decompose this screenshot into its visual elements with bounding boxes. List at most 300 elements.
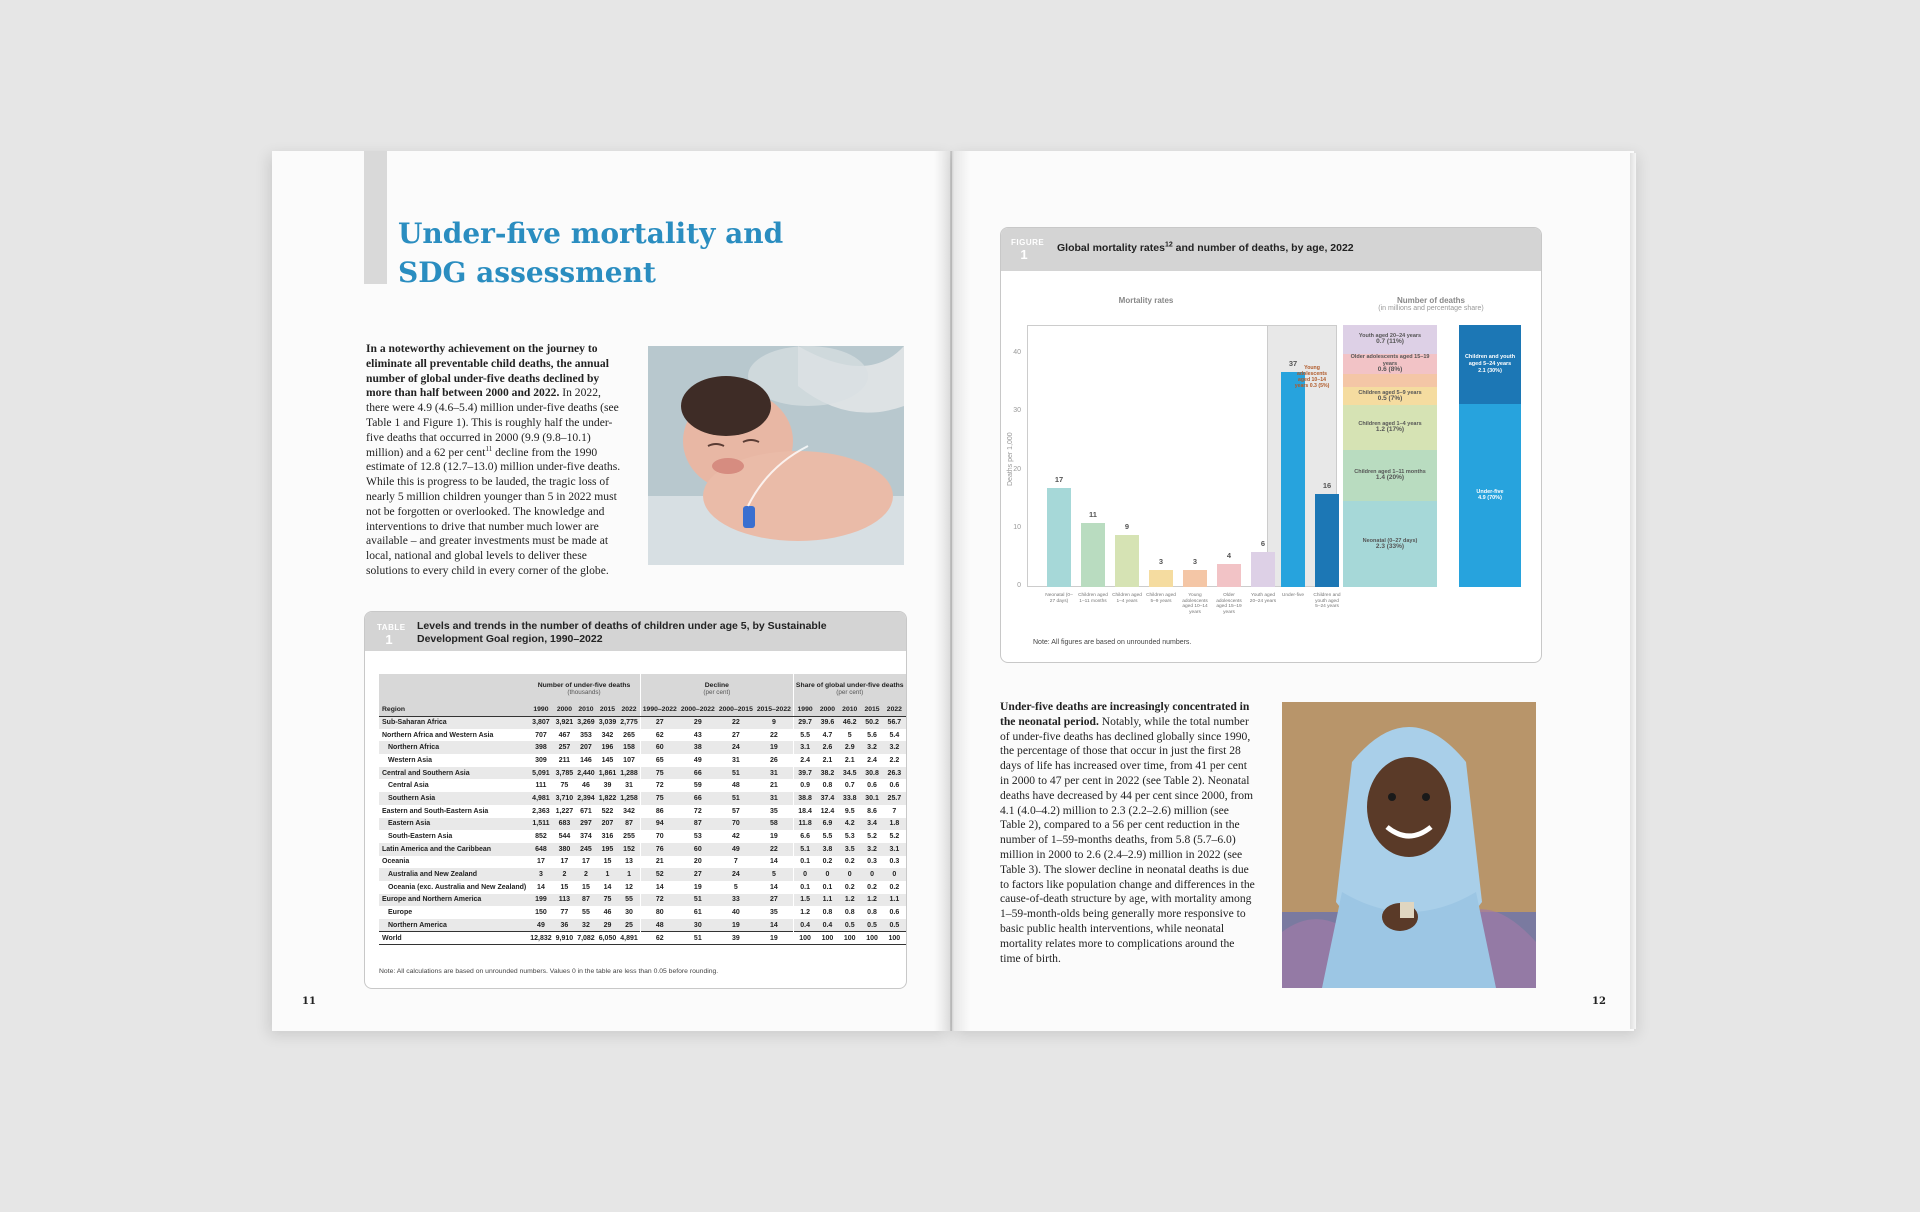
value-cell: 49 [693, 756, 702, 764]
figure-tag-label: FIGURE [1011, 238, 1045, 247]
value-cell: 196 [597, 741, 619, 754]
mortality-bar [1081, 523, 1105, 587]
value-cell: 15 [603, 858, 612, 866]
value-cell: 59 [693, 782, 702, 790]
year-header: 1990 [793, 704, 816, 716]
value-cell: 27 [731, 731, 740, 739]
value-cell: 342 [601, 731, 614, 739]
value-cell: 0.2 [889, 883, 900, 891]
value-cell: 353 [580, 731, 592, 739]
year-header: 2015 [597, 704, 619, 716]
value-cell: 100 [861, 932, 883, 945]
value-cell: 0.5 [883, 919, 905, 932]
bar-value-label: 11 [1089, 509, 1097, 519]
bar-value-label: 3 [1158, 556, 1164, 566]
value-cell: 150 [535, 909, 547, 917]
value-cell: 29 [679, 716, 717, 729]
value-cell: 12.4 [820, 807, 835, 815]
value-cell: 1.1 [816, 894, 838, 907]
value-cell: 2,394 [575, 792, 597, 805]
value-cell: 3.1 [883, 843, 905, 856]
book-gutter [934, 151, 970, 1031]
value-cell: 309 [535, 756, 547, 764]
value-cell: 72 [693, 807, 702, 815]
value-cell: 60 [640, 741, 679, 754]
value-cell: 51 [679, 894, 717, 907]
intro-bold: In a noteworthy achievement on the journey to eliminate all preventable child deaths, the annual number of global under-five deaths declined by more than half between 2000 and 2022. [366, 342, 609, 400]
table-row [379, 843, 906, 856]
body-bold: Under-five deaths are increasingly concentrated in the neonatal period. [1000, 700, 1250, 728]
value-cell: 18.4 [793, 805, 816, 818]
value-cell: 374 [580, 833, 592, 841]
deaths-segment: Children aged 5–9 years 0.5 (7%) [1343, 387, 1437, 405]
value-cell: 52 [640, 868, 679, 881]
value-cell: 14 [640, 881, 679, 894]
value-cell: 1.2 [793, 906, 816, 919]
value-cell: 245 [575, 843, 597, 856]
value-cell: 671 [580, 807, 592, 815]
value-cell: 4,981 [528, 792, 553, 805]
value-cell: 19 [717, 919, 755, 932]
value-cell: 0.5 [861, 919, 883, 932]
value-cell: 2,775 [618, 716, 640, 729]
figure-header-bar [1001, 228, 1541, 271]
value-cell: 26.3 [883, 767, 905, 780]
deaths-segment: Neonatal (0–27 days) 2.3 (33%) [1343, 501, 1437, 587]
bar-value-label: 6 [1260, 539, 1266, 549]
value-cell: 58 [755, 818, 794, 831]
value-cell: 27 [755, 894, 794, 907]
table-tag [377, 623, 406, 647]
bar-category-label: Neonatal (0–27 days) [1045, 593, 1073, 604]
value-cell: 255 [623, 833, 635, 841]
figure-title: Global mortality rates$^{12}$ and number of deaths, by age, 2022 [1057, 241, 1354, 254]
value-cell: 24 [717, 741, 755, 754]
intro-footnote-ref: 11 [485, 444, 493, 453]
value-cell: 24 [717, 868, 755, 881]
value-cell: 265 [623, 731, 635, 739]
table-row [379, 894, 906, 907]
value-cell: 2.4 [867, 756, 877, 764]
table-row [379, 818, 906, 831]
value-cell: 87 [575, 894, 597, 907]
value-cell: 17 [560, 858, 569, 866]
value-cell: 0.6 [867, 782, 877, 790]
value-cell: 14 [769, 858, 778, 866]
value-cell: 3.2 [883, 741, 905, 754]
value-cell: 0 [861, 868, 883, 881]
value-cell: 66 [679, 767, 717, 780]
value-cell: 75 [640, 767, 679, 780]
value-cell: 14 [769, 883, 778, 891]
value-cell: 297 [575, 818, 597, 831]
table-row [379, 754, 906, 767]
value-cell: 0.8 [867, 909, 877, 917]
value-cell: 113 [554, 894, 576, 907]
value-cell: 17 [582, 858, 590, 866]
value-cell: 3.2 [861, 843, 883, 856]
value-cell: 3,039 [597, 716, 619, 729]
year-header: 2022 [883, 704, 905, 716]
value-cell: 14 [603, 883, 612, 891]
number-of-deaths-subtitle: Number of deaths (in millions and percentage share) [1378, 296, 1484, 312]
value-cell: 2,440 [575, 767, 597, 780]
value-cell: 1.8 [883, 818, 905, 831]
region-cell: Northern Africa [379, 741, 528, 754]
value-cell: 683 [554, 818, 576, 831]
value-cell: 55 [582, 909, 590, 917]
value-cell: 31 [755, 792, 794, 805]
value-cell: 19 [769, 833, 778, 841]
value-cell: 87 [618, 818, 640, 831]
value-cell: 75 [597, 894, 619, 907]
bar-category-label: Older adolescents aged 15–19 years [1216, 593, 1242, 615]
value-cell: 2.2 [889, 756, 900, 764]
value-cell: 87 [679, 818, 717, 831]
value-cell: 39 [717, 932, 755, 945]
value-cell: 38 [679, 741, 717, 754]
value-cell: 0.1 [822, 883, 833, 891]
value-cell: 0.8 [822, 782, 833, 790]
value-cell: 100 [793, 932, 816, 945]
value-cell: 158 [618, 741, 640, 754]
value-cell: 49 [528, 919, 553, 932]
table-row [379, 779, 906, 792]
value-cell: 0.5 [839, 919, 861, 932]
value-cell: 4.2 [839, 818, 861, 831]
figure-number: 1 [1020, 247, 1028, 262]
year-header: 2000–2015 [717, 704, 755, 716]
value-cell: 30 [625, 909, 633, 917]
value-cell: 0.7 [844, 782, 855, 790]
value-cell: 29 [597, 919, 619, 932]
deaths-segment [1343, 374, 1437, 387]
value-cell: 32 [575, 919, 597, 932]
value-cell: 27 [640, 716, 679, 729]
value-cell: 398 [528, 741, 553, 754]
value-cell: 38.8 [793, 792, 816, 805]
neonatal-paragraph [1000, 700, 1256, 966]
value-cell: 72 [640, 894, 679, 907]
value-cell: 3.4 [861, 818, 883, 831]
value-cell: 48 [640, 919, 679, 932]
table-tag-label: TABLE [377, 623, 406, 632]
value-cell: 29.7 [793, 716, 816, 729]
bar-value-label: 9 [1124, 521, 1130, 531]
value-cell: 2.1 [844, 756, 855, 764]
group-header-share: Share of global under-five deaths (per cent) [793, 674, 905, 704]
mortality-bar [1251, 552, 1275, 587]
value-cell: 9,910 [554, 932, 576, 945]
value-cell: 1.2 [861, 894, 883, 907]
value-cell: 0.2 [844, 883, 855, 891]
value-cell: 40 [731, 909, 740, 917]
value-cell: 2.4 [793, 754, 816, 767]
smiling-girl-photo [1282, 702, 1536, 988]
value-cell: 31 [625, 782, 633, 790]
deaths-total-stack [1459, 325, 1521, 587]
value-cell: 3,921 [554, 716, 576, 729]
value-cell: 5.2 [889, 833, 900, 841]
value-cell: 648 [528, 843, 553, 856]
value-cell: 2 [575, 868, 597, 881]
mortality-bar [1047, 488, 1071, 587]
value-cell: 2.6 [816, 741, 838, 754]
bar-value-label: 17 [1054, 475, 1064, 485]
value-cell: 522 [601, 807, 614, 815]
value-cell: 1 [597, 868, 619, 881]
value-cell: 62 [640, 729, 679, 742]
deaths-segment: Children aged 1–4 years 1.2 (17%) [1343, 405, 1437, 449]
y-tick-label: 20 [1013, 465, 1021, 473]
value-cell: 30.8 [861, 767, 883, 780]
value-cell: 22 [769, 731, 778, 739]
table-row [379, 767, 906, 780]
value-cell: 107 [623, 756, 635, 764]
value-cell: 2,363 [532, 807, 550, 815]
group-header-deaths: Number of under-five deaths (thousands) [528, 674, 640, 704]
value-cell: 60 [679, 843, 717, 856]
value-cell: 6.6 [793, 830, 816, 843]
value-cell: 94 [640, 818, 679, 831]
region-cell: Western Asia [388, 756, 432, 764]
value-cell: 7 [733, 858, 738, 866]
figure-tag [1011, 238, 1045, 262]
value-cell: 380 [554, 843, 576, 856]
value-cell: 5,091 [528, 767, 553, 780]
table-row [379, 919, 906, 932]
heading-accent-bar [364, 151, 387, 284]
page-number-left: 11 [302, 996, 316, 1007]
table-1-panel [364, 611, 907, 989]
value-cell: 8.6 [867, 807, 877, 815]
figure-1-panel [1000, 227, 1542, 663]
value-cell: 55 [618, 894, 640, 907]
region-cell: Australia and New Zealand [379, 868, 528, 881]
value-cell: 25 [618, 919, 640, 932]
table-note: Note: All calculations are based on unrounded numbers. Values 0 in the table are less than 0.05 before rounding. [379, 968, 719, 975]
value-cell: 50.2 [861, 716, 883, 729]
value-cell: 70 [717, 818, 755, 831]
value-cell: 2.9 [839, 741, 861, 754]
value-cell: 31 [731, 756, 740, 764]
page-edge [1630, 153, 1636, 1029]
value-cell: 66 [679, 792, 717, 805]
value-cell: 15 [582, 883, 590, 891]
value-cell: 17 [537, 858, 545, 866]
value-cell: 152 [618, 843, 640, 856]
region-cell: South-Eastern Asia [388, 833, 453, 841]
region-cell: Northern America [379, 919, 528, 932]
value-cell: 9.5 [844, 807, 855, 815]
deaths-segment: Youth aged 20–24 years 0.7 (11%) [1343, 325, 1437, 354]
y-tick-label: 30 [1013, 407, 1021, 415]
region-cell: Latin America and the Caribbean [379, 843, 528, 856]
region-cell: Central Asia [388, 782, 429, 790]
table-row [379, 932, 906, 945]
value-cell: 86 [640, 805, 679, 818]
value-cell: 707 [535, 731, 547, 739]
year-header: 1990 [528, 704, 553, 716]
year-header: 2000 [816, 704, 838, 716]
value-cell: 0.1 [793, 856, 816, 869]
table-row [379, 856, 906, 869]
value-cell: 1 [618, 868, 640, 881]
table-title: Levels and trends in the number of deaths of children under age 5, by Sustainable Development Goal region, 1990–2022 [417, 620, 827, 645]
value-cell: 0 [793, 868, 816, 881]
intro-text-2: decline from the 1990 estimate of 12.8 (12.7–13.0) million under-five deaths. While this is progress to be lauded, the tragic loss of nearly 5 million children younger than 5 in 2022 must not be forgotten or overlooked. The knowledge and interventions to drive that number much lower are available – and greater investments must be made at local, national and global levels to deliver these solutions to every child in every corner of the globe. [366, 445, 621, 577]
figure-note: Note: All figures are based on unrounded numbers. [1033, 639, 1192, 646]
y-axis-label: Deaths per 1,000 [1007, 432, 1014, 486]
value-cell: 5.3 [844, 833, 855, 841]
year-header: 1990–2022 [640, 704, 679, 716]
table-row [379, 881, 906, 894]
value-cell: 35 [769, 909, 778, 917]
value-cell: 20 [693, 858, 702, 866]
value-cell: 22 [755, 843, 794, 856]
value-cell: 21 [640, 856, 679, 869]
value-cell: 1.1 [883, 894, 905, 907]
value-cell: 467 [558, 731, 571, 739]
value-cell: 1.5 [793, 894, 816, 907]
page-heading: Under-five mortality and SDG assessment [398, 217, 784, 289]
table-row [379, 716, 906, 729]
table-number: 1 [385, 632, 393, 647]
value-cell: 35 [769, 807, 778, 815]
bar-category-label: Children aged 1–4 years [1112, 593, 1142, 604]
value-cell: 5.5 [822, 833, 833, 841]
region-cell: Sub-Saharan Africa [379, 716, 528, 729]
value-cell: 61 [693, 909, 702, 917]
table-header-bar [365, 612, 906, 651]
value-cell: 76 [640, 843, 679, 856]
value-cell: 5 [755, 868, 794, 881]
value-cell: 46.2 [839, 716, 861, 729]
value-cell: 77 [560, 909, 569, 917]
value-cell: 3,785 [554, 767, 576, 780]
value-cell: 62 [640, 932, 679, 945]
value-cell: 65 [640, 754, 679, 767]
value-cell: 33.8 [839, 792, 861, 805]
value-cell: 0.3 [889, 858, 900, 866]
value-cell: 0 [883, 868, 905, 881]
bar-category-label: Children aged 5–9 years [1146, 593, 1176, 604]
value-cell: 0.6 [889, 909, 900, 917]
value-cell: 19 [693, 883, 702, 891]
young-adolescents-side-label: Young adolescents aged 10–14 years 0.3 (5%) [1294, 365, 1330, 389]
value-cell: 14 [537, 883, 545, 891]
value-cell: 5.2 [867, 833, 877, 841]
mortality-bar [1315, 494, 1339, 587]
value-cell: 4.7 [822, 731, 833, 739]
value-cell: 70 [640, 830, 679, 843]
mortality-bar [1183, 570, 1207, 587]
value-cell: 80 [640, 906, 679, 919]
value-cell: 75 [640, 792, 679, 805]
table-row [379, 868, 906, 881]
mortality-bar [1115, 535, 1139, 587]
year-header: 2015 [861, 704, 883, 716]
value-cell: 5.5 [793, 729, 816, 742]
bar-category-label: Children aged 1–11 months [1078, 593, 1108, 604]
under-five-deaths-table [379, 674, 906, 945]
value-cell: 51 [717, 767, 755, 780]
y-tick-label: 40 [1013, 349, 1021, 357]
value-cell: 30 [679, 919, 717, 932]
value-cell: 46 [582, 782, 590, 790]
value-cell: 2 [554, 868, 576, 881]
value-cell: 100 [839, 932, 861, 945]
value-cell: 49 [717, 843, 755, 856]
value-cell: 544 [558, 833, 571, 841]
value-cell: 39.6 [816, 716, 838, 729]
value-cell: 4,891 [618, 932, 640, 945]
value-cell: 21 [769, 782, 778, 790]
bar-category-label: Young adolescents aged 10–14 years [1182, 593, 1208, 615]
region-cell: Oceania [382, 858, 410, 866]
bar-value-label: 4 [1226, 550, 1232, 560]
value-cell: 53 [693, 833, 702, 841]
value-cell: 72 [640, 779, 679, 792]
value-cell: 6,050 [597, 932, 619, 945]
value-cell: 0.8 [822, 909, 833, 917]
value-cell: 51 [717, 792, 755, 805]
value-cell: 0.2 [844, 858, 855, 866]
bar-value-label: 37 [1288, 358, 1298, 368]
value-cell: 36 [554, 919, 576, 932]
region-cell: Eastern and South-Eastern Asia [382, 807, 489, 815]
value-cell: 852 [535, 833, 547, 841]
region-header: Region [379, 704, 528, 716]
page-number-right: 12 [1592, 996, 1606, 1007]
value-cell: 0.2 [822, 858, 833, 866]
value-cell: 207 [597, 818, 619, 831]
value-cell: 0.2 [867, 883, 877, 891]
y-tick-label: 0 [1017, 582, 1021, 589]
bar-value-label: 3 [1192, 556, 1198, 566]
value-cell: 3,269 [575, 716, 597, 729]
value-cell: 39 [603, 782, 612, 790]
value-cell: 1,288 [618, 767, 640, 780]
table-row [379, 830, 906, 843]
value-cell: 15 [560, 883, 569, 891]
value-cell: 5.1 [793, 843, 816, 856]
value-cell: 14 [755, 919, 794, 932]
year-header: 2015–2022 [755, 704, 794, 716]
value-cell: 12,832 [528, 932, 553, 945]
value-cell: 51 [679, 932, 717, 945]
value-cell: 1,227 [555, 807, 574, 815]
intro-text-1: In 2022, there were 4.9 (4.6–5.4) million under-five deaths (see Table 1 and Figure 1). This is roughly half the under-five deaths that occurred in 2000 (9.9 (9.8–10.1) million) and a 62 per cent [366, 386, 619, 459]
region-cell: Oceania (exc. Australia and New Zealand) [388, 883, 527, 891]
value-cell: 3.8 [816, 843, 838, 856]
bar-category-label: Under-five [1281, 593, 1305, 598]
value-cell: 13 [625, 858, 633, 866]
region-cell: Eastern Asia [379, 818, 528, 831]
value-cell: 7 [892, 807, 897, 815]
value-cell: 27 [679, 868, 717, 881]
value-cell: 22 [717, 716, 755, 729]
value-cell: 3,807 [528, 716, 553, 729]
value-cell: 31 [755, 767, 794, 780]
intro-paragraph [366, 342, 626, 579]
value-cell: 0.4 [816, 919, 838, 932]
value-cell: 0.6 [889, 782, 900, 790]
value-cell: 5.6 [867, 731, 877, 739]
deaths-total-segment: Under-five 4.9 (70%) [1459, 404, 1521, 587]
year-header: 2010 [839, 704, 861, 716]
region-cell: Southern Asia [379, 792, 528, 805]
